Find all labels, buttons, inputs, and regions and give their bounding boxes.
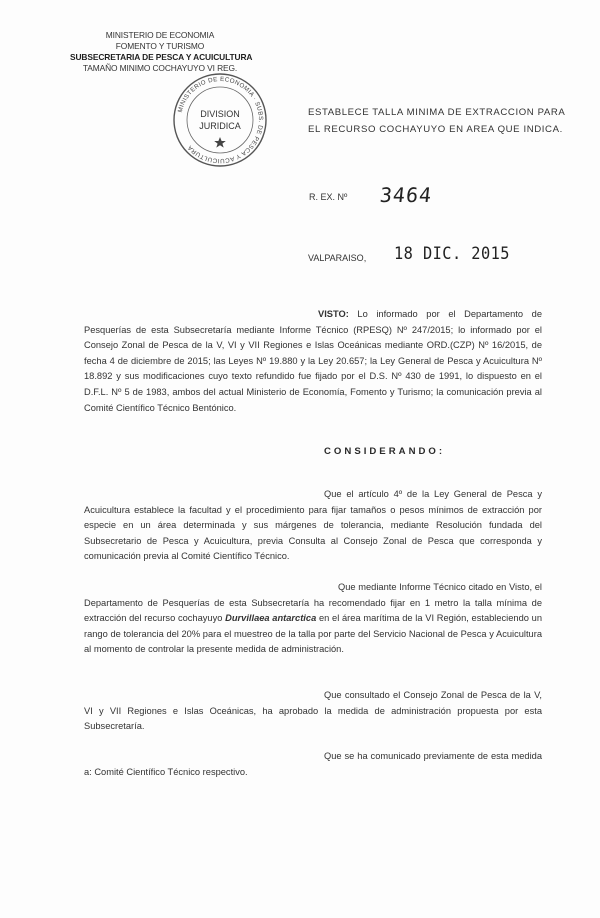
header-ministry-sub: FOMENTO Y TURISMO bbox=[115, 41, 205, 51]
ministry-header bbox=[70, 30, 253, 74]
considerando-heading: CONSIDERANDO: bbox=[324, 446, 446, 457]
division-juridica-seal bbox=[170, 70, 270, 170]
header-ministry: MINISTERIO DE ECONOMIA bbox=[105, 30, 215, 40]
considerando-text: en el área marítima de la VI Región, estableciendo un rango de tolerancia del 20% para el muestreo de la talla por parte del Servicio Nacional de Pesca y Acuicultura al momento de controlar la presente medida de administración. bbox=[84, 613, 543, 655]
star-icon bbox=[214, 137, 226, 148]
place: VALPARAISO, bbox=[308, 253, 367, 263]
considerando-paragraph-2 bbox=[84, 580, 542, 658]
svg-text:MINISTERIO DE ECONOMIA · SUBS. bbox=[177, 76, 264, 164]
seal-center-line1: DIVISION bbox=[200, 109, 240, 119]
resolution-label: R. EX. Nº bbox=[309, 192, 348, 202]
considerando-paragraph-1 bbox=[84, 487, 542, 565]
header-reference: TAMAÑO MINIMO COCHAYUYO VI REG. bbox=[82, 63, 238, 73]
considerando-text: Que se ha comunicado previamente de esta medida a: Comité Científico Técnico respectivo. bbox=[84, 751, 542, 777]
considerando-paragraph-4 bbox=[84, 749, 542, 780]
header-subsecretaria: SUBSECRETARIA DE PESCA Y ACUICULTURA bbox=[70, 52, 253, 62]
visto-paragraph bbox=[84, 307, 542, 416]
visto-label: VISTO: bbox=[318, 309, 349, 319]
date-stamp: 18 DIC. 2015 bbox=[394, 244, 510, 264]
seal-center-line2: JURIDICA bbox=[199, 121, 241, 131]
considerando-text: Que el artículo 4º de la Ley General de Pesca y Acuicultura establece la facultad y el procedimiento para fijar tamaños o pesos mínimos de extracción por especie en un área determinada y sus márgenes de tolerancia, mediante Resolución fundada del Subsecretario de Pesca y Acuicultura, previa Consulta al Consejo Zonal de Pesca que corresponda y comunicación previa al Comité Científico Técnico. bbox=[84, 489, 542, 562]
visto-text: Lo informado por el Departamento de Pesquerías de esta Subsecretaría mediante Informe Técnico (RPESQ) Nº 247/2015; lo informado por el Consejo Zonal de Pesca de la V, VI y VII Regiones e Islas Oceánicas mediante ORD.(CZP) Nº 16/2015, de fecha 4 de diciembre de 2015; las Leyes Nº 19.880 y la Ley 20.657; la Ley General de Pesca y Acuicultura Nº 18.892 y sus modificaciones cuyo texto refundido fue fijado por el D.S. Nº 430 de 1991, lo dispuesto en el D.F.L. Nº 5 de 1983, ambos del actual Ministerio de Economía, Fomento y Turismo; la comunicación previa al Comité Científico Técnico Bentónico. bbox=[84, 309, 542, 413]
resolution-subject: ESTABLECE TALLA MINIMA DE EXTRACCION PARA EL RECURSO COCHAYUYO EN AREA QUE INDICA. bbox=[308, 107, 565, 135]
seal-ring-text: MINISTERIO DE ECONOMIA · SUBS. DE PESCA Y ACUICULTURA bbox=[176, 75, 265, 165]
resolution-number: 3464 bbox=[378, 183, 434, 207]
considerando-text: Que consultado el Consejo Zonal de Pesca de la V, VI y VII Regiones e Islas Oceánicas, ha aprobado la medida de administración propuesta por esta Subsecretaría. bbox=[84, 690, 542, 732]
species-name: Durvillaea antarctica bbox=[225, 613, 317, 624]
considerando-text: Que mediante Informe Técnico citado en Visto, el Departamento de Pesquerías de esta Subsecretaría ha recomendado fijar en 1 metro la talla mínima de extracción del recurso cochayuyo bbox=[84, 582, 542, 624]
considerando-paragraph-3 bbox=[84, 688, 542, 735]
